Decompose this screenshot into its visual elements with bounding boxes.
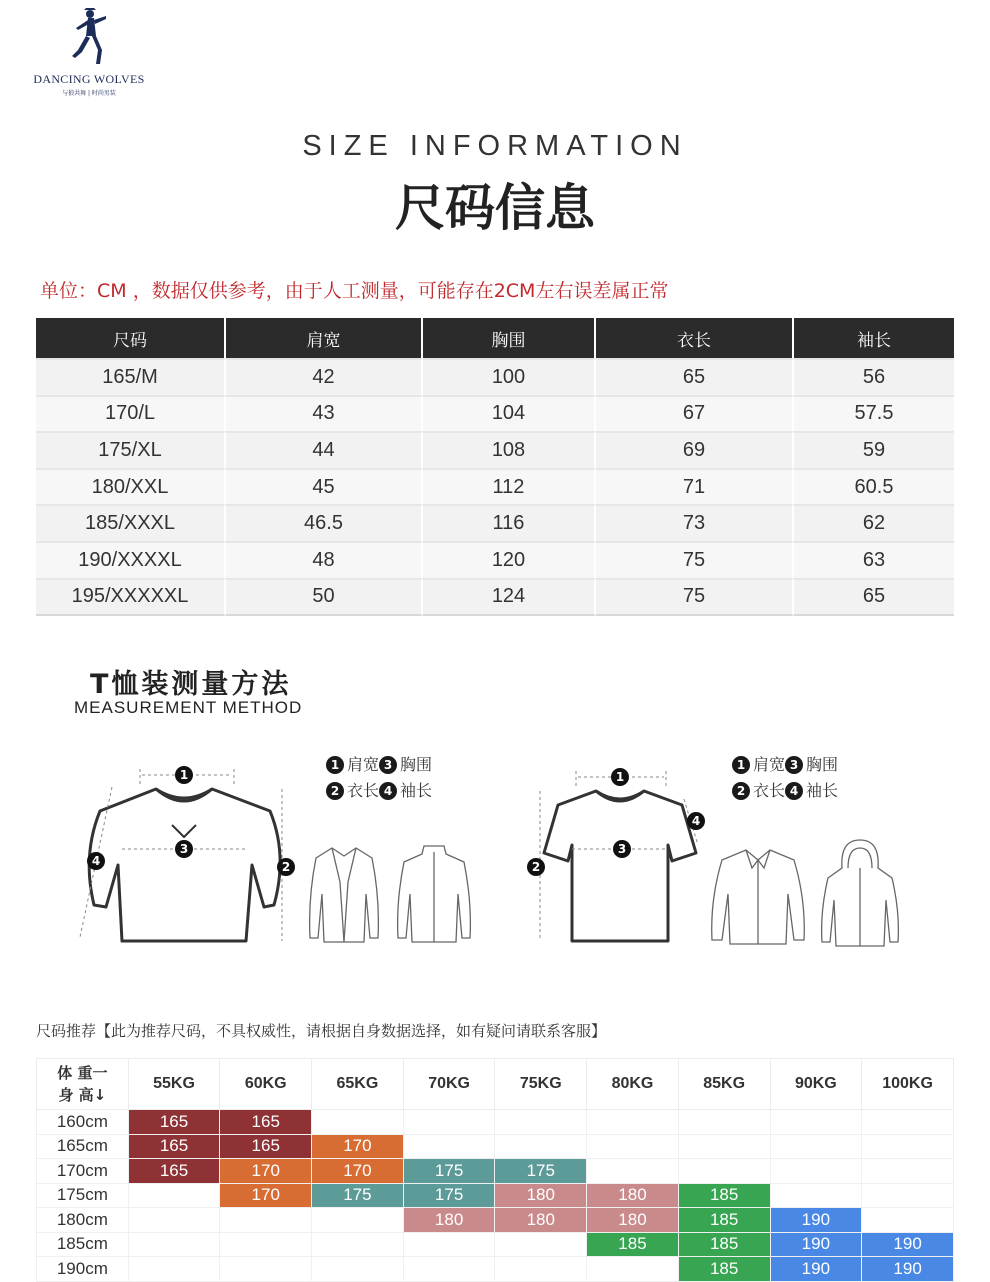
weight-header: 100KG (862, 1059, 954, 1110)
chest-cell: 116 (423, 504, 596, 541)
size-recommend-cell (495, 1232, 587, 1257)
sleeve-cell: 59 (794, 431, 954, 468)
sleeve-cell: 62 (794, 504, 954, 541)
size-recommend-cell (862, 1183, 954, 1208)
col-header: 胸围 (423, 318, 596, 358)
brand-tagline: 与狼共舞 | 时尚男装 (62, 90, 116, 97)
size-recommend-cell (128, 1208, 220, 1233)
number-badge: 4 (785, 782, 803, 800)
size-recommend-cell (678, 1159, 770, 1184)
height-cell: 170cm (37, 1159, 129, 1184)
size-recommend-cell (678, 1110, 770, 1135)
shoulder-cell: 50 (226, 578, 423, 617)
shoulder-cell: 44 (226, 431, 423, 468)
size-recommend-cell (862, 1159, 954, 1184)
size-recommend-cell (770, 1159, 862, 1184)
sleeve-cell: 63 (794, 541, 954, 578)
size-recommend-cell: 165 (220, 1110, 312, 1135)
dancing-man-logo-icon (66, 6, 112, 70)
recommend-row (37, 1257, 954, 1282)
size-recommend-cell: 170 (220, 1183, 312, 1208)
size-recommend-cell (678, 1134, 770, 1159)
legend-label: 肩宽 (753, 755, 786, 774)
corner-weight: 体 重一 (57, 1064, 108, 1082)
recommend-title: 尺码推荐【此为推荐尺码，不具权威性，请根据自身数据选择，如有疑问请联系客服】 (36, 1022, 607, 1040)
table-row (36, 468, 954, 505)
recommend-row (37, 1183, 954, 1208)
size-recommend-cell (128, 1257, 220, 1282)
height-cell: 165cm (37, 1134, 129, 1159)
method-title-cn: T恤装测量方法 (90, 669, 292, 700)
size-recommend-cell (403, 1110, 495, 1135)
col-header: 袖长 (794, 318, 954, 358)
table-row (36, 395, 954, 432)
size-recommend-cell (587, 1257, 679, 1282)
size-recommend-cell (495, 1134, 587, 1159)
number-badge: 2 (732, 782, 750, 800)
size-recommend-cell (862, 1208, 954, 1233)
size-recommend-cell (862, 1134, 954, 1159)
legend-row (732, 778, 838, 804)
size-recommend-cell: 165 (220, 1134, 312, 1159)
size-cell: 190/XXXXL (36, 541, 226, 578)
chest-cell: 124 (423, 578, 596, 617)
size-recommend-cell: 185 (678, 1257, 770, 1282)
legend-row (732, 752, 838, 778)
size-cell: 165/M (36, 358, 226, 395)
shoulder-cell: 42 (226, 358, 423, 395)
size-recommend-cell (220, 1208, 312, 1233)
jacket-icon (304, 842, 384, 946)
length-cell: 69 (596, 431, 794, 468)
svg-text:1: 1 (615, 770, 625, 784)
number-badge: 2 (326, 782, 344, 800)
chest-cell: 112 (423, 468, 596, 505)
height-cell: 160cm (37, 1110, 129, 1135)
size-recommend-cell (495, 1257, 587, 1282)
height-cell: 175cm (37, 1183, 129, 1208)
size-recommend-cell: 185 (587, 1232, 679, 1257)
recommend-row (37, 1232, 954, 1257)
shoulder-cell: 46.5 (226, 504, 423, 541)
size-recommend-cell (220, 1232, 312, 1257)
weight-header: 60KG (220, 1059, 312, 1110)
size-recommend-cell: 180 (495, 1208, 587, 1233)
size-recommend-cell: 190 (770, 1257, 862, 1282)
sleeve-cell: 57.5 (794, 395, 954, 432)
svg-text:3: 3 (179, 842, 189, 856)
size-recommend-cell (220, 1257, 312, 1282)
corner-height: 身 高↓ (58, 1086, 107, 1104)
size-table (36, 318, 954, 616)
size-recommend-cell: 170 (220, 1159, 312, 1184)
shirt-icon (706, 846, 810, 946)
svg-text:2: 2 (531, 860, 541, 874)
size-recommend-cell: 190 (770, 1232, 862, 1257)
chest-cell: 120 (423, 541, 596, 578)
recommend-body (37, 1110, 954, 1282)
size-recommend-cell: 180 (587, 1208, 679, 1233)
chest-cell: 104 (423, 395, 596, 432)
length-cell: 67 (596, 395, 794, 432)
legend-row (326, 778, 432, 804)
size-recommend-cell: 165 (128, 1110, 220, 1135)
size-cell: 195/XXXXXL (36, 578, 226, 617)
legend-left (326, 752, 432, 804)
number-badge: 3 (785, 756, 803, 774)
legend-label: 衣长 (347, 781, 380, 800)
size-recommend-cell (495, 1110, 587, 1135)
tshirt-diagram-icon (522, 765, 712, 950)
table-row (36, 504, 954, 541)
size-recommend-cell: 185 (678, 1208, 770, 1233)
heading-en: SIZE INFORMATION (302, 130, 688, 162)
shoulder-cell: 48 (226, 541, 423, 578)
length-cell: 75 (596, 541, 794, 578)
length-cell: 75 (596, 578, 794, 617)
size-table-header (36, 318, 954, 358)
size-recommend-cell: 180 (403, 1208, 495, 1233)
svg-text:2: 2 (281, 860, 291, 874)
sleeve-cell: 60.5 (794, 468, 954, 505)
col-header: 衣长 (596, 318, 794, 358)
size-recommend-cell: 175 (403, 1183, 495, 1208)
shoulder-cell: 43 (226, 395, 423, 432)
recommend-row (37, 1110, 954, 1135)
legend-row (326, 752, 432, 778)
number-badge: 4 (379, 782, 397, 800)
table-row (36, 578, 954, 617)
weight-header: 85KG (678, 1059, 770, 1110)
weight-header: 70KG (403, 1059, 495, 1110)
size-cell: 175/XL (36, 431, 226, 468)
legend-label: 肩宽 (347, 755, 380, 774)
size-recommend-cell (587, 1159, 679, 1184)
brand-name: DANCING WOLVES (33, 72, 145, 86)
size-recommend-cell (770, 1134, 862, 1159)
size-recommend-cell: 185 (678, 1183, 770, 1208)
weight-header: 90KG (770, 1059, 862, 1110)
zip-jacket-icon (392, 842, 476, 946)
size-recommend-cell: 190 (862, 1232, 954, 1257)
size-recommend-cell (587, 1110, 679, 1135)
number-badge: 1 (326, 756, 344, 774)
number-badge: 3 (379, 756, 397, 774)
size-recommend-cell (312, 1257, 404, 1282)
hoodie-icon (818, 838, 902, 948)
height-cell: 190cm (37, 1257, 129, 1282)
size-cell: 185/XXXL (36, 504, 226, 541)
sweater-diagram-icon (74, 755, 304, 950)
height-cell: 180cm (37, 1208, 129, 1233)
number-badge: 1 (732, 756, 750, 774)
size-cell: 180/XXL (36, 468, 226, 505)
length-cell: 71 (596, 468, 794, 505)
size-recommend-cell (312, 1208, 404, 1233)
recommend-row (37, 1208, 954, 1233)
unit-note: 单位：CM ，数据仅供参考，由于人工测量，可能存在2CM左右误差属正常 (40, 280, 669, 302)
shoulder-cell: 45 (226, 468, 423, 505)
svg-text:4: 4 (691, 814, 701, 828)
recommend-header (37, 1059, 954, 1110)
weight-header: 80KG (587, 1059, 679, 1110)
size-recommend-cell (587, 1134, 679, 1159)
weight-header: 75KG (495, 1059, 587, 1110)
size-recommend-cell (770, 1110, 862, 1135)
brand-logo (14, 6, 164, 97)
size-recommend-cell (312, 1110, 404, 1135)
size-recommend-cell: 175 (403, 1159, 495, 1184)
size-recommend-cell (312, 1232, 404, 1257)
legend-label: 袖长 (806, 781, 839, 800)
recommend-row (37, 1159, 954, 1184)
size-recommend-cell (403, 1257, 495, 1282)
size-recommend-cell: 185 (678, 1232, 770, 1257)
weight-header: 55KG (128, 1059, 220, 1110)
size-recommend-cell: 180 (495, 1183, 587, 1208)
legend-right (732, 752, 838, 804)
size-recommend-cell: 170 (312, 1134, 404, 1159)
size-recommend-cell: 175 (495, 1159, 587, 1184)
size-recommend-cell: 165 (128, 1134, 220, 1159)
svg-text:1: 1 (179, 768, 189, 782)
size-recommend-cell (403, 1232, 495, 1257)
size-recommend-cell: 190 (862, 1257, 954, 1282)
method-title-en: MEASUREMENT METHOD (74, 698, 303, 717)
size-recommend-cell: 180 (587, 1183, 679, 1208)
length-cell: 65 (596, 358, 794, 395)
size-recommend-cell (403, 1134, 495, 1159)
legend-label: 胸围 (806, 755, 839, 774)
table-row (36, 431, 954, 468)
col-header: 尺码 (36, 318, 226, 358)
size-recommend-cell (128, 1183, 220, 1208)
size-recommend-cell (770, 1183, 862, 1208)
chest-cell: 108 (423, 431, 596, 468)
legend-label: 衣长 (753, 781, 786, 800)
height-cell: 185cm (37, 1232, 129, 1257)
length-cell: 73 (596, 504, 794, 541)
corner-header (37, 1059, 129, 1110)
svg-text:4: 4 (91, 854, 101, 868)
sleeve-cell: 56 (794, 358, 954, 395)
chest-cell: 100 (423, 358, 596, 395)
size-recommend-cell: 175 (312, 1183, 404, 1208)
size-recommend-cell (862, 1110, 954, 1135)
col-header: 肩宽 (226, 318, 423, 358)
heading-cn: 尺码信息 (395, 179, 595, 237)
recommend-row (37, 1134, 954, 1159)
table-row (36, 541, 954, 578)
size-recommend-cell (128, 1232, 220, 1257)
legend-label: 袖长 (400, 781, 433, 800)
legend-label: 胸围 (400, 755, 433, 774)
size-recommend-cell: 190 (770, 1208, 862, 1233)
weight-header: 65KG (312, 1059, 404, 1110)
size-recommend-cell: 170 (312, 1159, 404, 1184)
size-recommend-cell: 165 (128, 1159, 220, 1184)
size-cell: 170/L (36, 395, 226, 432)
table-row (36, 358, 954, 395)
svg-text:3: 3 (617, 842, 627, 856)
sleeve-cell: 65 (794, 578, 954, 617)
recommend-table (36, 1058, 954, 1282)
